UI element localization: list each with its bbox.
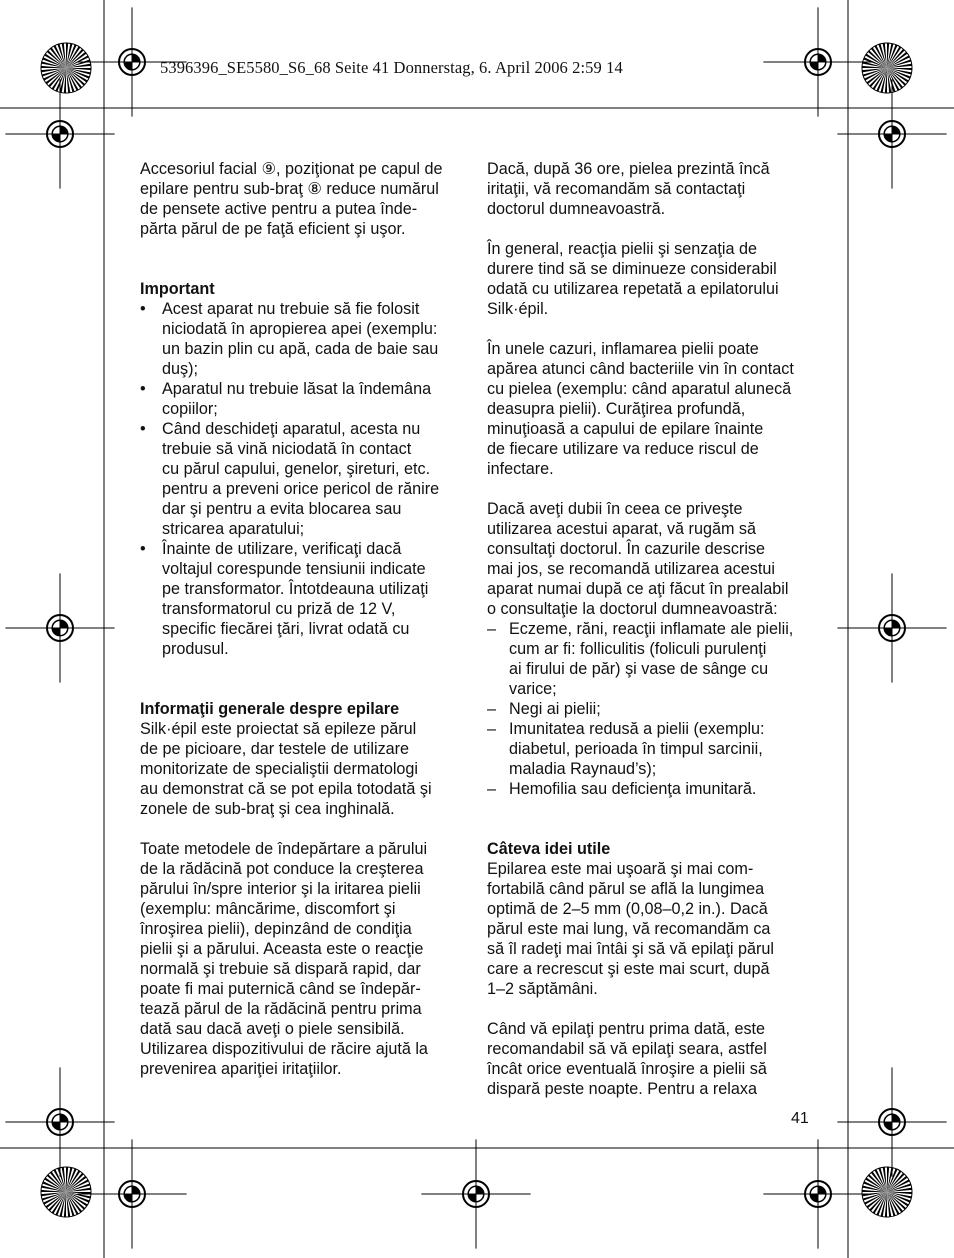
left-column (140, 159, 466, 1079)
general-info-heading: Informaţii generale despre epilare (140, 700, 400, 718)
consult-doctor-paragraph: Dacă aveţi dubii în ceea ce priveşte utilizarea acestui aparat, vă rugăm să consultaţi doctorul. În cazurile descrise mai jos, se recomandă utilizarea acestui aparat numai după ce aţi făcut în prealabil o consultaţie la doctorul dumneavoastră: (487, 500, 789, 618)
facial-accessory-paragraph: Accesoriul facial ⑨, poziţionat pe capul de epilare pentru sub-braţ ⑧ reduce numărul de pensete active pentru a putea înde- părta părul de pe faţă eficient şi uşor. (140, 160, 443, 238)
list-item: • Înainte de utilizare, verificaţi dacă voltajul corespunde tensiunii indicate pe transformator. Întotdeauna utilizaţi transformatorul cu priză de 12 V, specific fiecărei ţări, livrat odată cu produsul. (140, 539, 466, 659)
registration-mark-icon (5, 1067, 114, 1176)
registration-mark-icon (837, 1067, 946, 1176)
registration-mark-icon (5, 79, 114, 188)
important-heading: Important (140, 280, 215, 298)
list-item: – Imunitatea redusă a pielii (exemplu: diabetul, perioada în timpul sarcinii, maladia Raynaud’s); (487, 719, 813, 779)
important-list (140, 299, 466, 659)
conditions-list (487, 619, 813, 799)
starburst-target-icon (41, 43, 91, 93)
skin-reaction-paragraph: În general, reacţia pielii şi senzaţia de durere tind să se diminueze considerabil odată cu utilizarea repetată a epilatorului Silk·épil. (487, 240, 779, 318)
starburst-target-icon (862, 43, 912, 93)
list-item: • Când deschideţi aparatul, acesta nu trebuie să vină niciodată în contact cu părul capului, genelor, şireturi, etc. pentru a preveni orice pericol de rănire dar şi pentru a evita blocarea sau stricarea aparatului; (140, 419, 466, 539)
hair-removal-methods-paragraph: Toate metodele de îndepărtare a părului de la rădăcină pot conduce la creşterea părului în/spre interior şi la iritarea pielii (exemplu: mâncărime, discomfort şi înroşirea pielii), depinzând de condiţia pielii şi a părului. Aceasta este o reacţie normală şi trebuie să dispară rapid, dar poate fi mai puternică când se îndepăr- tează părul de la rădăcină pentru prima dată sau dacă aveţi o piele sensibilă. Utilizarea dispozitivului de răcire ajută la prevenirea apariţiei iritaţiilor. (140, 840, 428, 1078)
registration-mark-icon (837, 573, 946, 682)
list-item: • Aparatul nu trebuie lăsat la îndemâna copiilor; (140, 379, 466, 419)
registration-mark-icon (763, 1139, 872, 1248)
registration-mark-icon (5, 573, 114, 682)
list-item: – Negi ai pielii; (487, 699, 813, 719)
page-number: 41 (791, 1110, 809, 1127)
inflammation-paragraph: În unele cazuri, inflamarea pielii poate apărea atunci când bacteriile vin în contact cu pielea (exemplu: când aparatul alunecă deasupra pielii). Curăţirea profundă, minuţioasă a capului de epilare înainte de fiecare utilizare va reduce riscul de infectare. (487, 340, 794, 478)
list-item: – Eczeme, răni, reacţii inflamate ale pielii, cum ar fi: folliculitis (foliculi purulenţi ai firului de păr) şi vase de sânge cu varice; (487, 619, 813, 699)
hair-length-paragraph: Epilarea este mai uşoară şi mai com- fortabilă când părul se află la lungimea optimă de 2–5 mm (0,08–0,2 in.). Dacă părul este mai lung, vă recomandăm ca să îl radeţi mai întâi şi să vă epilaţi părul care a recrescut şi este mai scurt, după 1–2 săptămâni. (487, 860, 775, 998)
registration-mark-icon (77, 1139, 186, 1248)
starburst-target-icon (41, 1167, 91, 1217)
right-column (487, 159, 813, 1099)
list-item: – Hemofilia sau deficienţa imunitară. (487, 779, 813, 799)
registration-mark-icon (763, 7, 872, 116)
starburst-target-icon (862, 1167, 912, 1217)
irritation-paragraph: Dacă, după 36 ore, pielea prezintă încă iritaţii, vă recomandăm să contactaţi doctorul dumneavoastră. (487, 160, 770, 218)
registration-mark-icon (837, 79, 946, 188)
first-epilation-paragraph: Când vă epilaţi pentru prima dată, este recomandabil să vă epilaţi seara, astfel încât orice eventuală înroşire a pielii să dispară peste noapte. Pentru a relaxa (487, 1020, 767, 1098)
general-info-paragraph: Silk·épil este proiectat să epileze părul de pe picioare, dar testele de utilizare monitorizate de specialiştii dermatologi au demonstrat că se pot epila totodată şi zonele de sub-braţ şi cea inghinală. (140, 720, 432, 818)
list-item: • Acest aparat nu trebuie să fie folosit niciodată în apropierea apei (exemplu: un bazin plin cu apă, cada de baie sau duş); (140, 299, 466, 379)
registration-mark-icon (421, 1139, 530, 1248)
useful-tips-heading: Câteva idei utile (487, 840, 611, 858)
print-slug-header: 5396396_SE5580_S6_68 Seite 41 Donnerstag, 6. April 2006 2:59 14 (160, 58, 623, 77)
